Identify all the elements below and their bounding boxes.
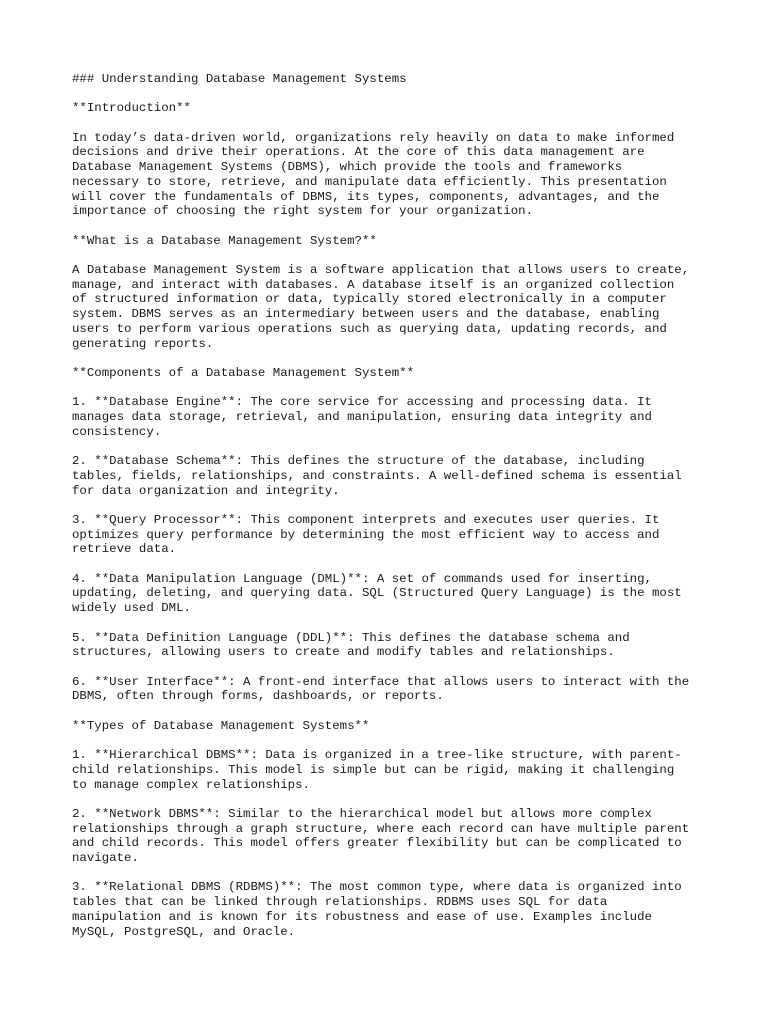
type-item-network: 2. **Network DBMS**: Similar to the hierarchical model but allows more complex relationships through a graph structure, where each record can have multiple parent and child records. This model offers greater flexibility but can be complicated to navigate. <box>72 806 690 866</box>
document-title: ### Understanding Database Management Systems <box>72 72 407 86</box>
introduction-heading: **Introduction** <box>72 101 191 116</box>
component-item-dml: 4. **Data Manipulation Language (DML)**: A set of commands used for inserting, updating, deleting, and querying data. SQL (Structured Query Language) is the most widely used DML. <box>72 571 682 616</box>
type-item-hierarchical: 1. **Hierarchical DBMS**: Data is organized in a tree-like structure, with parent- child relationships. This model is simple but can be rigid, making it challenging to manage complex relationships. <box>72 748 682 792</box>
component-item-database-engine: 1. **Database Engine**: The core service for accessing and processing data. It manages data storage, retrieval, and manipulation, ensuring data integrity and consistency. <box>72 395 652 439</box>
component-item-user-interface: 6. **User Interface**: A front-end interface that allows users to interact with the DBMS, often through forms, dashboards, or reports. <box>72 674 690 704</box>
component-item-ddl: 5. **Data Definition Language (DDL)**: This defines the database schema and structures, allowing users to create and modify tables and relationships. <box>72 630 630 660</box>
components-heading: **Components of a Database Management System** <box>72 365 415 380</box>
what-is-dbms-heading: **What is a Database Management System?** <box>72 233 377 248</box>
what-is-dbms-paragraph: A Database Management System is a software application that allows users to create, manage, and interact with databases. A database itself is an organized collection of structured information or data, typically stored electronically in a computer system. DBMS serves as an intermediary between users and the database, enabling users to perform various operations such as querying data, updating records, and generating reports. <box>72 263 690 351</box>
document-page <box>72 72 702 954</box>
component-item-database-schema: 2. **Database Schema**: This defines the structure of the database, including tables, fields, relationships, and constraints. A well-defined schema is essential for data organization and integrity. <box>72 454 682 498</box>
type-item-relational: 3. **Relational DBMS (RDBMS)**: The most common type, where data is organized into tables that can be linked through relationships. RDBMS uses SQL for data manipulation and is known for its robustness and ease of use. Examples include MySQL, PostgreSQL, and Oracle. <box>72 880 682 939</box>
component-item-query-processor: 3. **Query Processor**: This component interprets and executes user queries. It optimizes query performance by determining the most efficient way to access and retrieve data. <box>72 512 660 557</box>
types-heading: **Types of Database Management Systems** <box>72 718 370 733</box>
introduction-paragraph: In today’s data-driven world, organizations rely heavily on data to make informed decisions and drive their operations. At the core of this data management are Database Management Systems (DBMS), which provide the tools and frameworks necessary to store, retrieve, and manipulate data efficiently. This presentation will cover the fundamentals of DBMS, its types, components, advantages, and the importance of choosing the right system for your organization. <box>72 130 675 219</box>
